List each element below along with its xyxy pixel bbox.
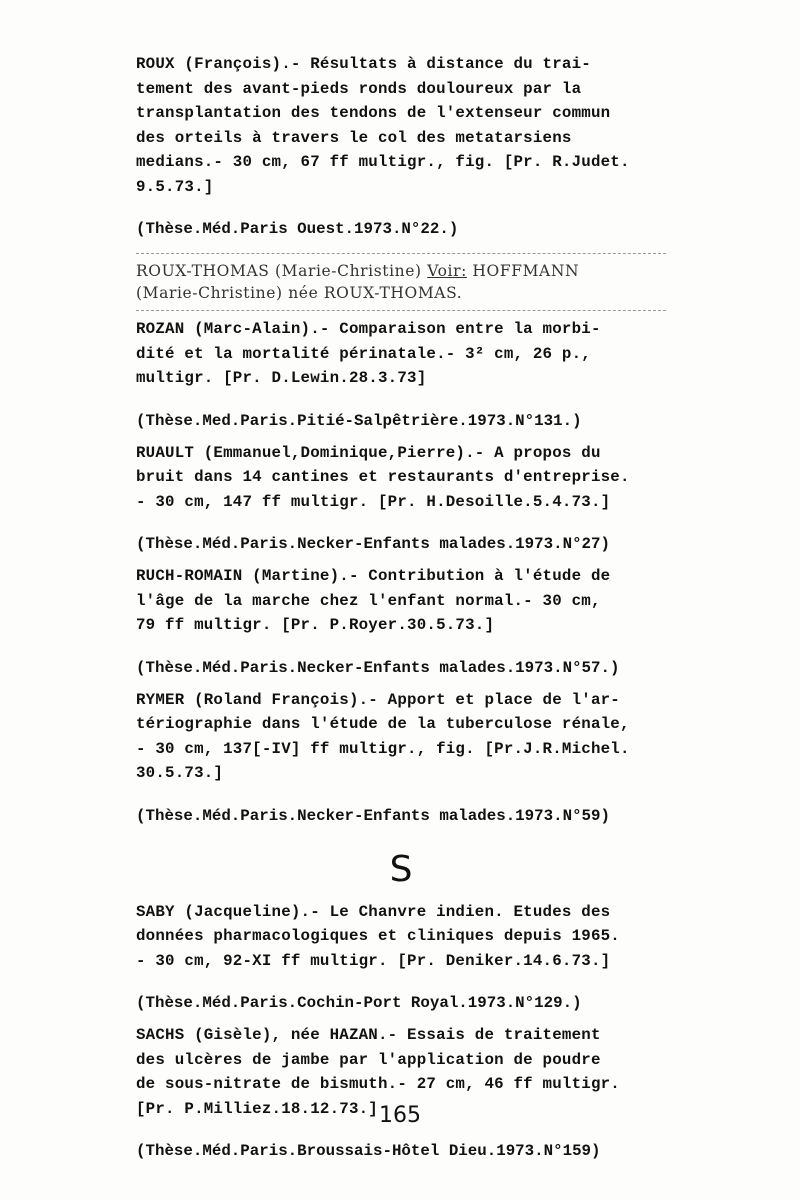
- entry-text: RYMER (Roland François).- Apport et place de l'ar- tériographie dans l'étude de la tuberculose rénale, - 30 cm, 137[-IV] ff multigr., fig. [Pr.J.R.Michel. 30.5.73.]: [136, 690, 630, 782]
- thesis-reference: (Thèse.Méd.Paris.Necker-Enfants malades.1973.N°59): [136, 806, 610, 825]
- xref-target: HOFFMANN (Marie-Christine) née ROUX-THOMAS.: [136, 262, 580, 302]
- thesis-reference: (Thèse.Méd.Paris.Cochin-Port Royal.1973.N°129.): [136, 994, 582, 1012]
- entry-text: ROUX (François).- Résultats à distance du trai- tement des avant-pieds ronds douloureux par la transplantation des tendons de l'extenseur commun des orteils à travers le col des metatarsiens medians.- 30 cm, 67 ff multigr., fig. [Pr. R.Judet. 9.5.73.]: [136, 55, 630, 196]
- thesis-reference: (Thèse.Méd.Paris Ouest.1973.N°22.): [136, 220, 459, 238]
- entry-text: SACHS (Gisèle), née HAZAN.- Essais de traitement des ulcères de jambe par l'application de poudre de sous-nitrate de bismuth.- 27 cm, 46 ff multigr. [Pr. P.Milliez.18.12.73.]: [136, 1026, 620, 1118]
- entry-ruch-romain: [136, 564, 666, 686]
- entry-text: RUCH-ROMAIN (Martine).- Contribution à l'étude de l'âge de la marche chez l'enfant normal.- 30 cm, 79 ff multigr. [Pr. P.Royer.30.5.73.]: [136, 567, 611, 634]
- cross-reference-text: [136, 260, 666, 304]
- thesis-reference: (Thèse.Méd.Paris.Necker-Enfants malades.1973.N°27): [136, 535, 610, 553]
- entry-roux-francois: [136, 52, 666, 247]
- thesis-reference: (Thèse.Méd.Paris.Necker-Enfants malades.1973.N°57.): [136, 658, 620, 677]
- page-number: 165: [379, 1103, 421, 1128]
- entry-saby: [136, 900, 666, 1022]
- section-letter: S: [389, 848, 413, 890]
- thesis-reference: (Thèse.Med.Paris.Pitié-Salpêtrière.1973.N°131.): [136, 411, 582, 430]
- separator-rule: [136, 253, 666, 254]
- xref-name: ROUX-THOMAS (Marie-Christine): [136, 262, 428, 280]
- entry-text: SABY (Jacqueline).- Le Chanvre indien. Etudes des données pharmacologiques et cliniques depuis 1965. - 30 cm, 92-XI ff multigr. [Pr. Deniker.14.6.73.]: [136, 902, 620, 970]
- entry-rymer: [136, 688, 666, 834]
- entry-text: RUAULT (Emmanuel,Dominique,Pierre).- A propos du bruit dans 14 cantines et restaurants d'entreprise. - 30 cm, 147 ff multigr. [Pr. H.Desoille.5.4.73.]: [136, 443, 630, 511]
- thesis-reference: (Thèse.Méd.Paris.Broussais-Hôtel Dieu.1973.N°159): [136, 1142, 601, 1160]
- entry-ruault: [136, 441, 666, 563]
- separator-rule: [136, 310, 666, 311]
- entry-text: ROZAN (Marc-Alain).- Comparaison entre la morbi- dité et la mortalité périnatale.- 3² cm, 26 p., multigr. [Pr. D.Lewin.28.3.73]: [136, 320, 601, 387]
- cross-reference-roux-thomas: [136, 260, 666, 304]
- entry-sachs: [136, 1023, 666, 1169]
- entry-rozan: [136, 317, 666, 439]
- entry-column: [136, 50, 666, 1169]
- voir-label: Voir:: [427, 262, 467, 280]
